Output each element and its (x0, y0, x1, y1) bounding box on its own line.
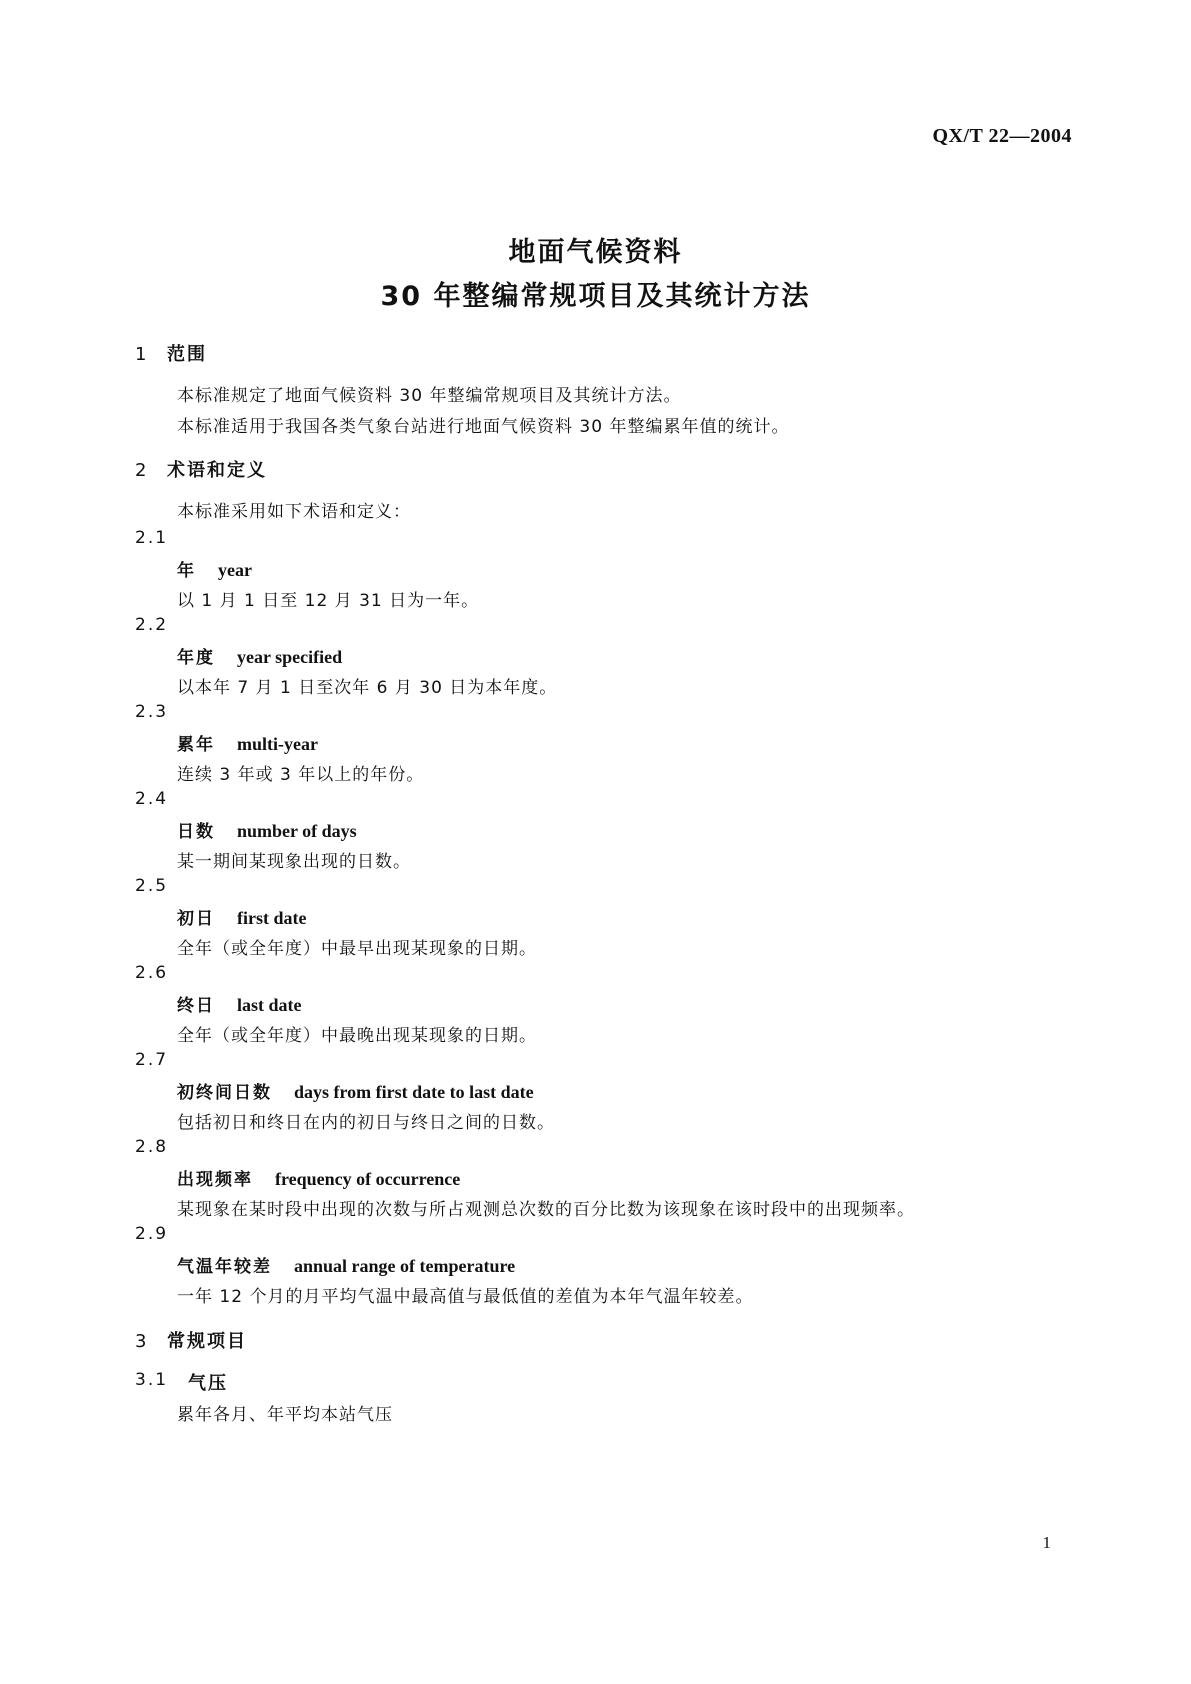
term-number: 2.2 (135, 615, 169, 635)
term-zh: 累年 (177, 735, 215, 755)
term-definition: 一年 12 个月的月平均气温中最高值与最低值的差值为本年气温年较差。 (177, 1287, 754, 1307)
term-zh: 出现频率 (177, 1170, 253, 1190)
page-number: 1 (1042, 1533, 1051, 1552)
term-definition: 全年（或全年度）中最早出现某现象的日期。 (177, 939, 537, 959)
document-title-line-1: 地面气候资料 (508, 237, 683, 268)
section-number: 3 (135, 1331, 149, 1352)
term-title (177, 1078, 534, 1103)
term-definition: 某一期间某现象出现的日数。 (177, 852, 411, 872)
term-title (177, 643, 342, 668)
term-number: 2.1 (135, 528, 169, 548)
term-title (177, 991, 302, 1016)
term-zh: 气温年较差 (177, 1257, 272, 1277)
term-zh: 年度 (177, 648, 215, 668)
terms-intro: 本标准采用如下术语和定义： (177, 502, 411, 522)
term-number: 2.3 (135, 702, 169, 722)
term-number: 2.8 (135, 1137, 169, 1157)
subsection-text: 累年各月、年平均本站气压 (177, 1405, 393, 1425)
scope-paragraph: 本标准适用于我国各类气象台站进行地面气候资料 30 年整编累年值的统计。 (177, 417, 790, 437)
term-number: 2.6 (135, 963, 169, 983)
term-number: 2.7 (135, 1050, 169, 1070)
section-heading-terms (135, 456, 267, 482)
term-zh: 日数 (177, 822, 215, 842)
term-title (177, 730, 318, 755)
term-zh: 初终间日数 (177, 1083, 272, 1103)
term-definition: 以本年 7 月 1 日至次年 6 月 30 日为本年度。 (177, 678, 558, 698)
term-number: 2.9 (135, 1224, 169, 1244)
scope-paragraph: 本标准规定了地面气候资料 30 年整编常规项目及其统计方法。 (177, 386, 682, 406)
term-definition: 包括初日和终日在内的初日与终日之间的日数。 (177, 1113, 555, 1133)
term-number: 2.4 (135, 789, 169, 809)
section-number: 2 (135, 460, 149, 481)
subsection-number: 3.1 (135, 1370, 169, 1390)
term-title (177, 817, 357, 842)
section-title: 范围 (167, 344, 207, 365)
section-heading-scope (135, 340, 207, 366)
section-title: 常规项目 (167, 1331, 247, 1352)
subsection-title: 气压 (188, 1373, 228, 1394)
term-en: days from first date to last date (294, 1082, 534, 1102)
term-en: last date (237, 995, 302, 1015)
term-en: number of days (237, 821, 357, 841)
term-zh: 初日 (177, 909, 215, 929)
term-definition: 以 1 月 1 日至 12 月 31 日为一年。 (177, 591, 480, 611)
term-title (177, 556, 252, 581)
term-number: 2.5 (135, 876, 169, 896)
term-zh: 终日 (177, 996, 215, 1016)
term-title (177, 1252, 515, 1277)
term-definition: 某现象在某时段中出现的次数与所占观测总次数的百分比数为该现象在该时段中的出现频率。 (177, 1200, 915, 1220)
term-title (177, 904, 306, 929)
term-en: multi-year (237, 734, 318, 754)
section-number: 1 (135, 344, 149, 365)
document-code: QX/T 22—2004 (932, 125, 1072, 147)
term-en: year (218, 560, 252, 580)
term-en: annual range of temperature (294, 1256, 516, 1276)
document-title-line-2: 30 年整编常规项目及其统计方法 (380, 281, 811, 312)
term-zh: 年 (177, 561, 196, 581)
section-title: 术语和定义 (167, 460, 267, 481)
term-en: year specified (237, 647, 343, 667)
term-definition: 全年（或全年度）中最晚出现某现象的日期。 (177, 1026, 537, 1046)
term-en: first date (237, 908, 307, 928)
term-title (177, 1165, 460, 1190)
term-definition: 连续 3 年或 3 年以上的年份。 (177, 765, 425, 785)
section-heading-items (135, 1327, 247, 1353)
term-en: frequency of occurrence (275, 1169, 461, 1189)
